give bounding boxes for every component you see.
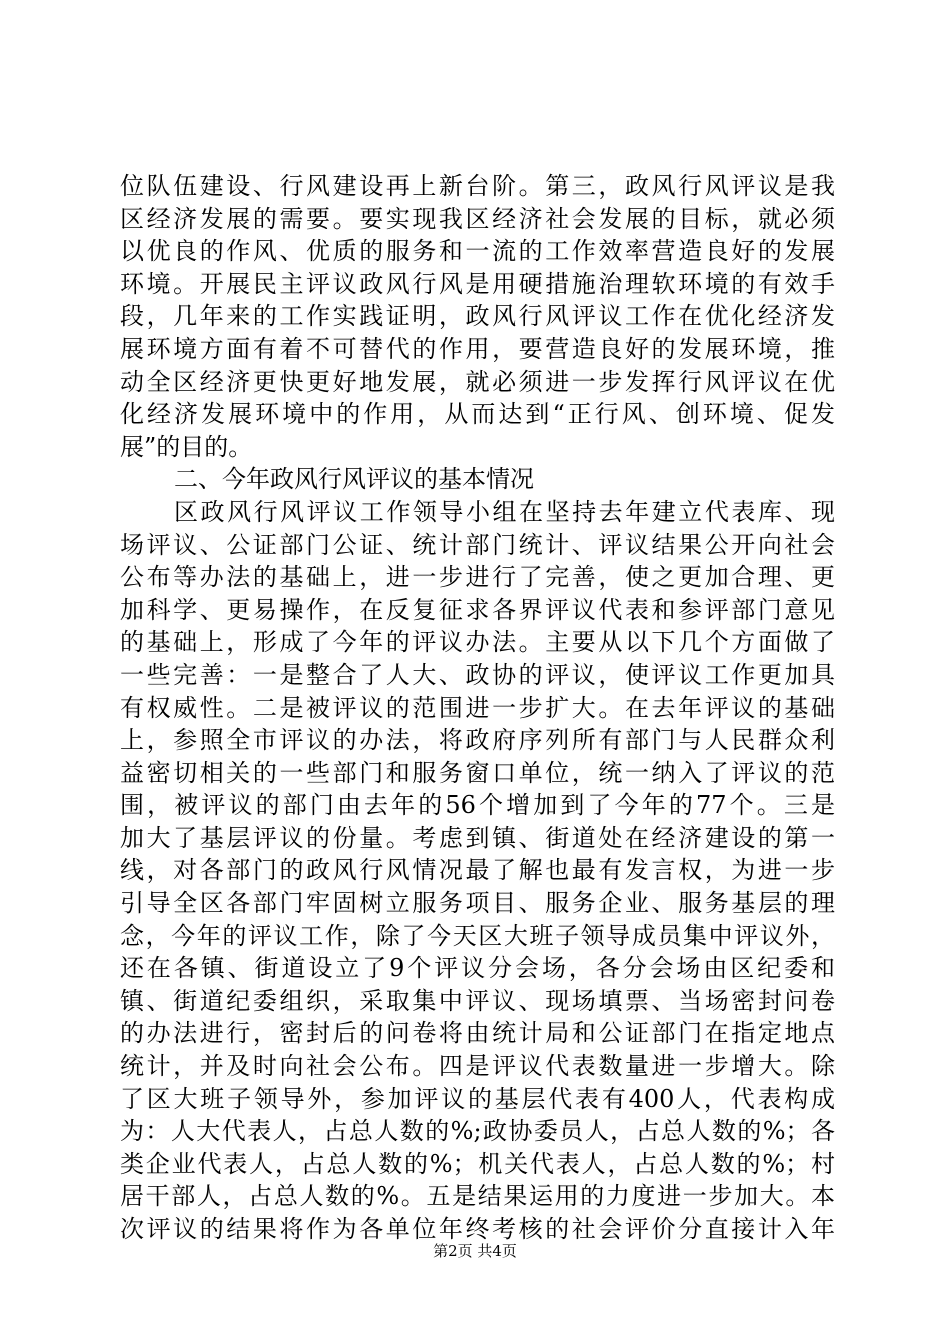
text-line: 段，几年来的工作实践证明，政风行风评议工作在优化经济发 xyxy=(120,302,835,331)
text-line: 一些完善：一是整合了人大、政协的评议，使评议工作更加具 xyxy=(120,660,835,689)
text-line: 次评议的结果将作为各单位年终考核的社会评价分直接计入年 xyxy=(120,1215,835,1243)
text-line: 镇、街道纪委组织，采取集中评议、现场填票、当场密封问卷 xyxy=(120,986,835,1015)
text-line: 展”的目的。 xyxy=(120,432,253,461)
text-line: 区经济发展的需要。要实现我区经济社会发展的目标，就必须 xyxy=(120,204,835,233)
text-line: 场评议、公证部门公证、统计部门统计、评议结果公开向社会 xyxy=(120,530,835,559)
text-line: 环境。开展民主评议政风行风是用硬措施治理软环境的有效手 xyxy=(120,269,835,298)
text-line: 以优良的作风、优质的服务和一流的工作效率营造良好的发展 xyxy=(120,237,835,266)
text-line: 线，对各部门的政风行风情况最了解也最有发言权，为进一步 xyxy=(120,856,835,885)
text-line: 引导全区各部门牢固树立服务项目、服务企业、服务基层的理 xyxy=(120,889,835,918)
text-line: 为：人大代表人，占总人数的%;政协委员人，占总人数的%；各 xyxy=(120,1117,835,1146)
text-line: 还在各镇、街道设立了9个评议分会场，各分会场由区纪委和 xyxy=(120,954,835,983)
text-line: 益密切相关的一些部门和服务窗口单位，统一纳入了评议的范 xyxy=(120,758,835,787)
text-line: 区政风行风评议工作领导小组在坚持去年建立代表库、现 xyxy=(174,497,835,526)
text-line: 念，今年的评议工作，除了今天区大班子领导成员集中评议外， xyxy=(120,921,835,950)
text-line: 居干部人，占总人数的%。五是结果运用的力度进一步加大。本 xyxy=(120,1182,835,1211)
text-line: 的基础上，形成了今年的评议办法。主要从以下几个方面做了 xyxy=(120,628,835,657)
text-line: 加大了基层评议的份量。考虑到镇、街道处在经济建设的第一 xyxy=(120,823,835,852)
text-line: 动全区经济更快更好地发展，就必须进一步发挥行风评议在优 xyxy=(120,367,835,396)
page-number-footer: 第2页 共4页 xyxy=(433,1242,517,1260)
text-line: 公布等办法的基础上，进一步进行了完善，使之更加合理、更 xyxy=(120,563,835,592)
text-line: 展环境方面有着不可替代的作用，要营造良好的发展环境，推 xyxy=(120,334,835,363)
text-line: 加科学、更易操作，在反复征求各界评议代表和参评部门意见 xyxy=(120,595,835,624)
text-line: 化经济发展环境中的作用，从而达到“正行风、创环境、促发 xyxy=(120,400,835,429)
section-heading: 二、今年政风行风评议的基本情况 xyxy=(174,465,534,494)
text-line: 了区大班子领导外，参加评议的基层代表有400人，代表构成 xyxy=(120,1084,835,1113)
text-line: 的办法进行，密封后的问卷将由统计局和公证部门在指定地点 xyxy=(120,1019,835,1048)
text-line: 统计，并及时向社会公布。四是评议代表数量进一步增大。除 xyxy=(120,1052,835,1081)
text-line: 围，被评议的部门由去年的56个增加到了今年的77个。三是 xyxy=(120,791,835,820)
text-line: 类企业代表人，占总人数的%；机关代表人，占总人数的%；村 xyxy=(120,1149,835,1178)
text-line: 位队伍建设、行风建设再上新台阶。第三，政风行风评议是我 xyxy=(120,172,835,200)
text-line: 上，参照全市评议的办法，将政府序列所有部门与人民群众利 xyxy=(120,726,835,755)
text-line: 有权威性。二是被评议的范围进一步扩大。在去年评议的基础 xyxy=(120,693,835,722)
body-text xyxy=(120,170,835,1246)
